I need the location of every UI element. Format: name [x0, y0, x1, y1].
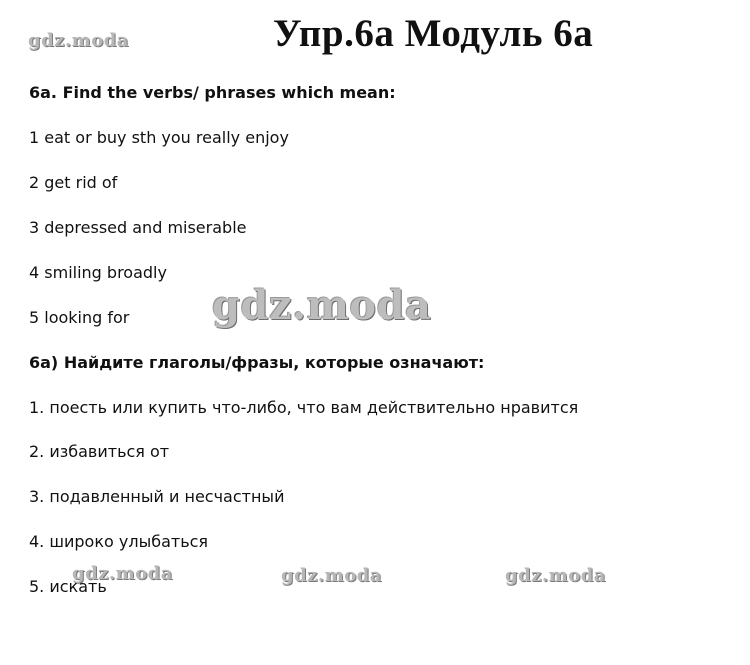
english-item-1: 1 eat or buy sth you really enjoy	[29, 128, 289, 147]
english-item-5: 5 looking for	[29, 308, 130, 327]
russian-heading: 6а) Найдите глаголы/фразы, которые означают:	[29, 353, 485, 372]
watermark-top-left: gdz.moda	[28, 30, 129, 51]
english-item-3: 3 depressed and miserable	[29, 218, 247, 237]
watermark-bottom-left: gdz.moda	[72, 563, 173, 584]
english-heading: 6a. Find the verbs/ phrases which mean:	[29, 83, 396, 102]
watermark-bottom-right: gdz.moda	[505, 565, 606, 586]
russian-item-2: 2. избавиться от	[29, 442, 170, 461]
page-title: Упр.6а Модуль 6а	[273, 12, 594, 55]
english-item-4: 4 smiling broadly	[29, 263, 167, 282]
russian-item-4: 4. широко улыбаться	[29, 532, 209, 551]
russian-item-3: 3. подавленный и несчастный	[29, 487, 285, 506]
russian-item-1: 1. поесть или купить что-либо, что вам действительно нравится	[29, 398, 579, 417]
russian-item-5: 5. искать	[29, 577, 107, 596]
watermark-bottom-center: gdz.moda	[281, 565, 382, 586]
english-item-2: 2 get rid of	[29, 173, 118, 192]
watermark-center: gdz.moda	[212, 282, 432, 329]
